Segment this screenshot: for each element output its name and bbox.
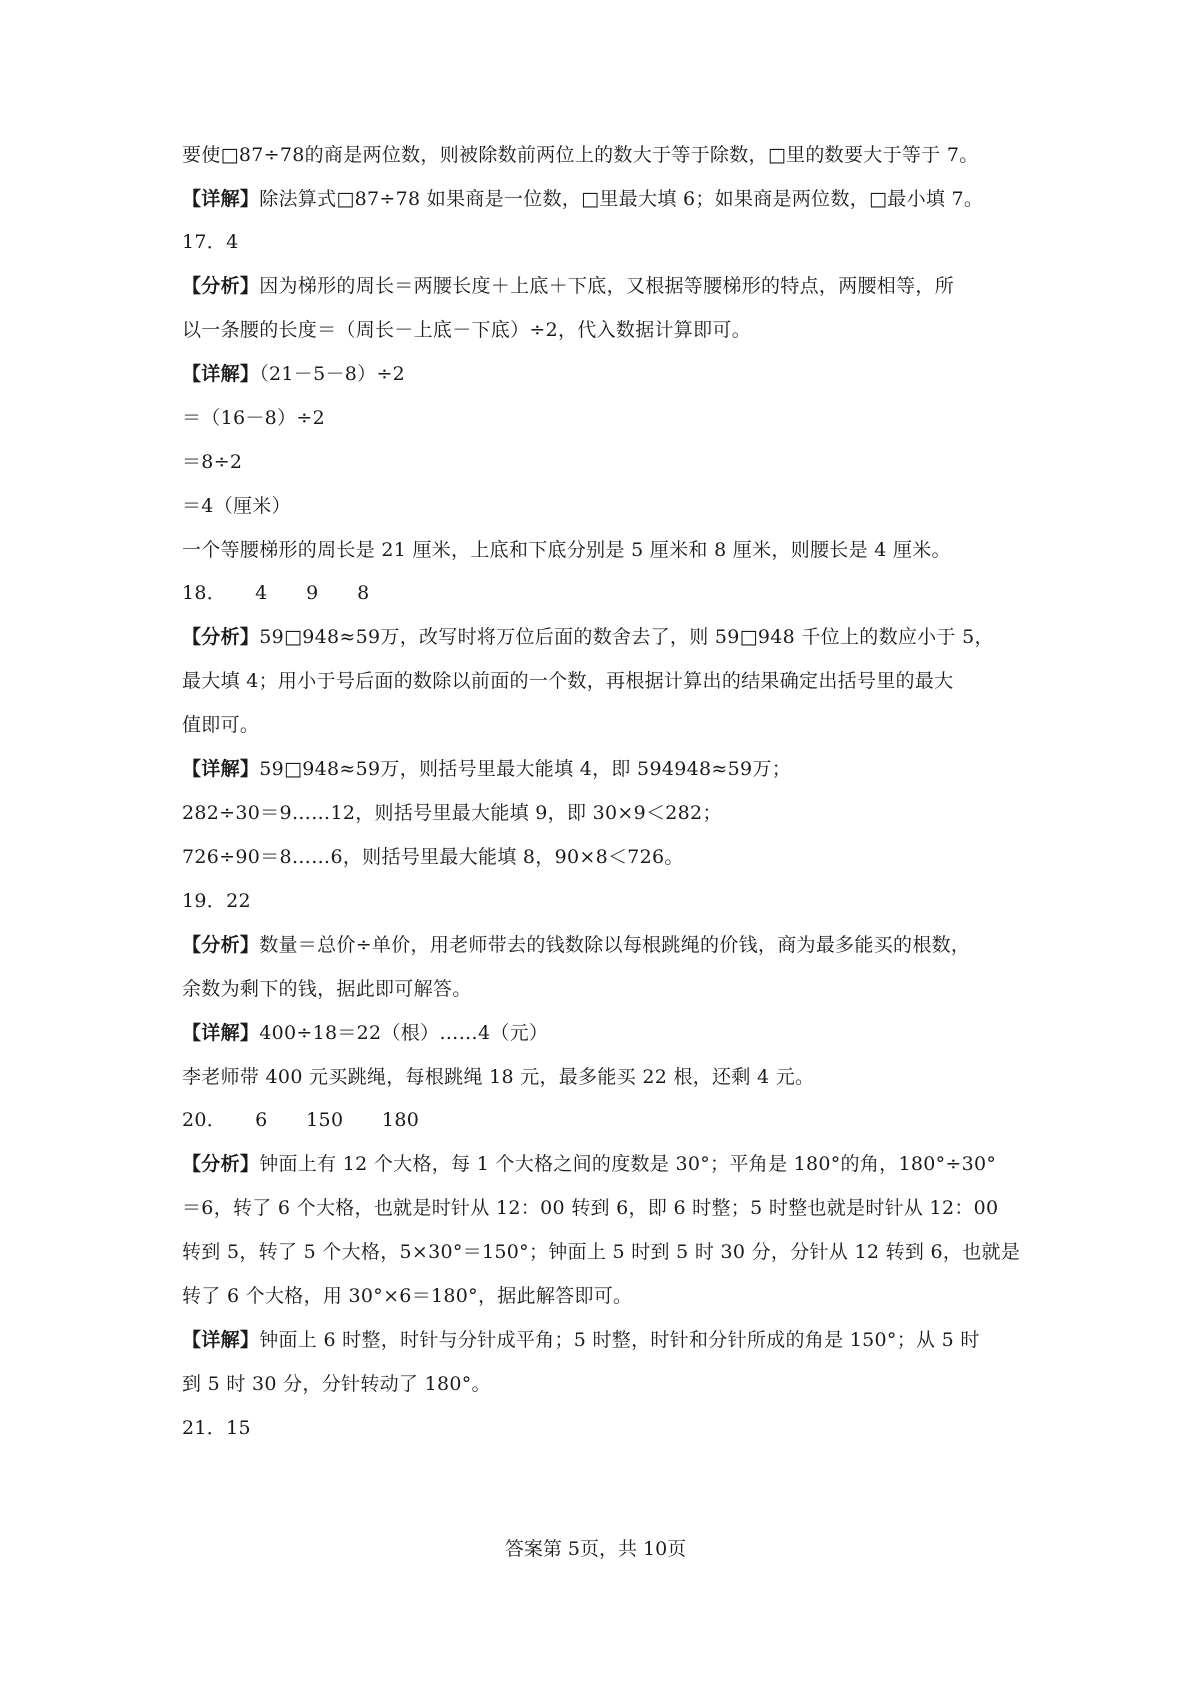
text-line-16: 282÷30＝9……12，则括号里最大能填 9，即 30×9＜282； [182, 802, 722, 824]
section-tag: 【详解】 [182, 363, 260, 385]
text-line-1: 要使□87÷78的商是两位数，则被除数前两位上的数大于等于除数，□里的数要大于等于 7。 [182, 144, 979, 166]
section-tag: 【分析】 [182, 626, 260, 648]
text-line-25: ＝6，转了 6 个大格，也就是时针从 12：00 转到 6，即 6 时整；5 时整也就是时针从 12：00 [182, 1197, 999, 1219]
section-tag: 【分析】 [182, 934, 260, 956]
text-line-13: 最大填 4；用小于号后面的数除以前面的一个数，再根据计算出的结果确定出括号里的最大 [182, 670, 954, 692]
text-line-19: 【分析】数量＝总价÷单价，用老师带去的钱数除以每根跳绳的价钱，商为最多能买的根数， [182, 934, 971, 956]
text-line-17: 726÷90＝8……6，则括号里最大能填 8，90×8＜726。 [182, 846, 684, 868]
text-line-20: 余数为剩下的钱，据此即可解答。 [182, 978, 472, 1000]
text-line-28: 【详解】钟面上 6 时整，时针与分针成平角；5 时整，时针和分针所成的角是 150°；从 5 时 [182, 1329, 980, 1351]
section-tag: 【详解】 [182, 1329, 260, 1351]
section-tag: 【详解】 [182, 188, 260, 210]
text-line-29: 到 5 时 30 分，分针转动了 180°。 [182, 1373, 491, 1395]
text-line-8: ＝8÷2 [182, 451, 243, 473]
section-tag: 【详解】 [182, 1022, 260, 1044]
text-line-22: 李老师带 400 元买跳绳，每根跳绳 18 元，最多能买 22 根，还剩 4 元。 [182, 1066, 815, 1088]
section-tag: 【分析】 [182, 275, 260, 297]
text-line-14: 值即可。 [182, 714, 260, 736]
question-number-18: 18． 4 9 8 [182, 582, 370, 604]
question-number-19: 19．22 [182, 890, 251, 912]
text-line-15: 【详解】59□948≈59万，则括号里最大能填 4，即 594948≈59万； [182, 758, 791, 780]
question-number-21: 21．15 [182, 1417, 251, 1439]
section-tag: 【分析】 [182, 1153, 260, 1175]
text-line-6: 【详解】（21－5－8）÷2 [182, 363, 406, 385]
text-line-7: ＝（16－8）÷2 [182, 407, 325, 429]
text-line-4: 【分析】因为梯形的周长＝两腰长度＋上底＋下底，又根据等腰梯形的特点，两腰相等，所 [182, 275, 955, 297]
section-tag: 【详解】 [182, 758, 260, 780]
page-footer: 答案第 5页，共 10页 [504, 1538, 687, 1560]
text-line-27: 转了 6 个大格，用 30°×6＝180°，据此解答即可。 [182, 1285, 633, 1307]
text-line-9: ＝4（厘米） [182, 495, 291, 517]
question-number-20: 20． 6 150 180 [182, 1109, 420, 1131]
text-line-5: 以一条腰的长度＝（周长－上底－下底）÷2，代入数据计算即可。 [182, 319, 752, 341]
text-line-21: 【详解】400÷18＝22（根）……4（元） [182, 1022, 549, 1044]
text-line-10: 一个等腰梯形的周长是 21 厘米，上底和下底分别是 5 厘米和 8 厘米，则腰长是 4 厘米。 [182, 539, 951, 561]
text-line-12: 【分析】59□948≈59万，改写时将万位后面的数舍去了，则 59□948 千位上的数应小于 5， [182, 626, 994, 648]
text-line-26: 转到 5，转了 5 个大格，5×30°＝150°；钟面上 5 时到 5 时 30 分，分针从 12 转到 6，也就是 [182, 1241, 1021, 1263]
text-line-24: 【分析】钟面上有 12 个大格，每 1 个大格之间的度数是 30°；平角是 180°的角，180°÷30° [182, 1153, 997, 1175]
text-line-2: 【详解】除法算式□87÷78 如果商是一位数，□里最大填 6；如果商是两位数，□最小填 7。 [182, 188, 984, 210]
question-number-17: 17．4 [182, 231, 239, 253]
